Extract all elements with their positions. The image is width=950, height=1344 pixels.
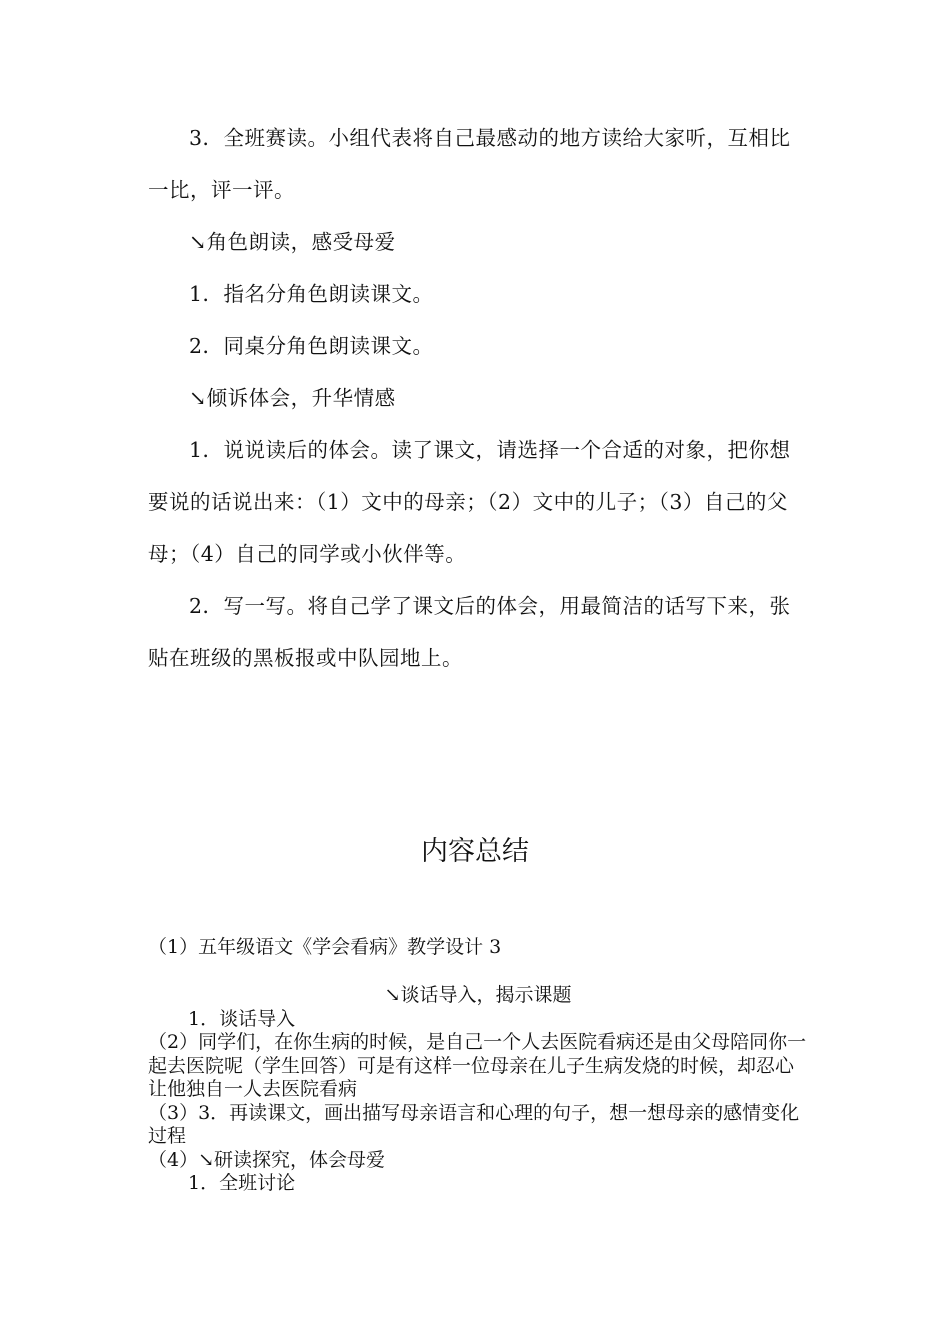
heading-role-reading: ↘角色朗读，感受母爱 [189, 230, 396, 254]
summary-item-3: （3）3．再读课文，画出描写母亲语言和心理的句子，想一想母亲的感情变化过程 [148, 1101, 800, 1147]
summary-heading-1: ↘谈话导入，揭示课题 [384, 984, 572, 1006]
summary-section [148, 936, 808, 960]
paragraph-named-role-reading: 1．指名分角色朗读课文。 [189, 282, 434, 306]
summary-item-2: （2）同学们，在你生病的时候，是自己一个人去医院看病还是由父母陪同你一起去医院呢（学生回答）可是有这样一位母亲在儿子生病发烧的时候，却忍心让他独自一人去医院看病 [148, 1031, 807, 1100]
summary-item-1: （1）五年级语文《学会看病》教学设计 3 [148, 936, 502, 958]
summary-sub-4: 1．全班讨论 [188, 1172, 296, 1194]
paragraph-write-it-down: 2．写一写。将自己学了课文后的体会，用最简洁的话写下来，张贴在班级的黑板报或中队园地上。 [148, 594, 791, 670]
paragraph-share-thoughts: 1．说说读后的体会。读了课文，请选择一个合适的对象，把你想要说的话说出来：（1）文中的母亲；（2）文中的儿子；（3）自己的父母；（4）自己的同学或小伙伴等。 [148, 438, 791, 566]
paragraph-class-reading-contest: 3．全班赛读。小组代表将自己最感动的地方读给大家听，互相比一比，评一评。 [148, 126, 791, 202]
summary-sub-1: 1．谈话导入 [188, 1007, 296, 1030]
summary-title: 内容总结 [421, 836, 529, 867]
summary-item-4: （4）↘研读探究，体会母爱 [148, 1148, 386, 1171]
paragraph-deskmate-role-reading: 2．同桌分角色朗读课文。 [189, 334, 434, 358]
lesson-body [148, 112, 808, 684]
heading-share-feelings: ↘倾诉体会，升华情感 [189, 386, 396, 410]
summary-section-detail [148, 984, 808, 1196]
